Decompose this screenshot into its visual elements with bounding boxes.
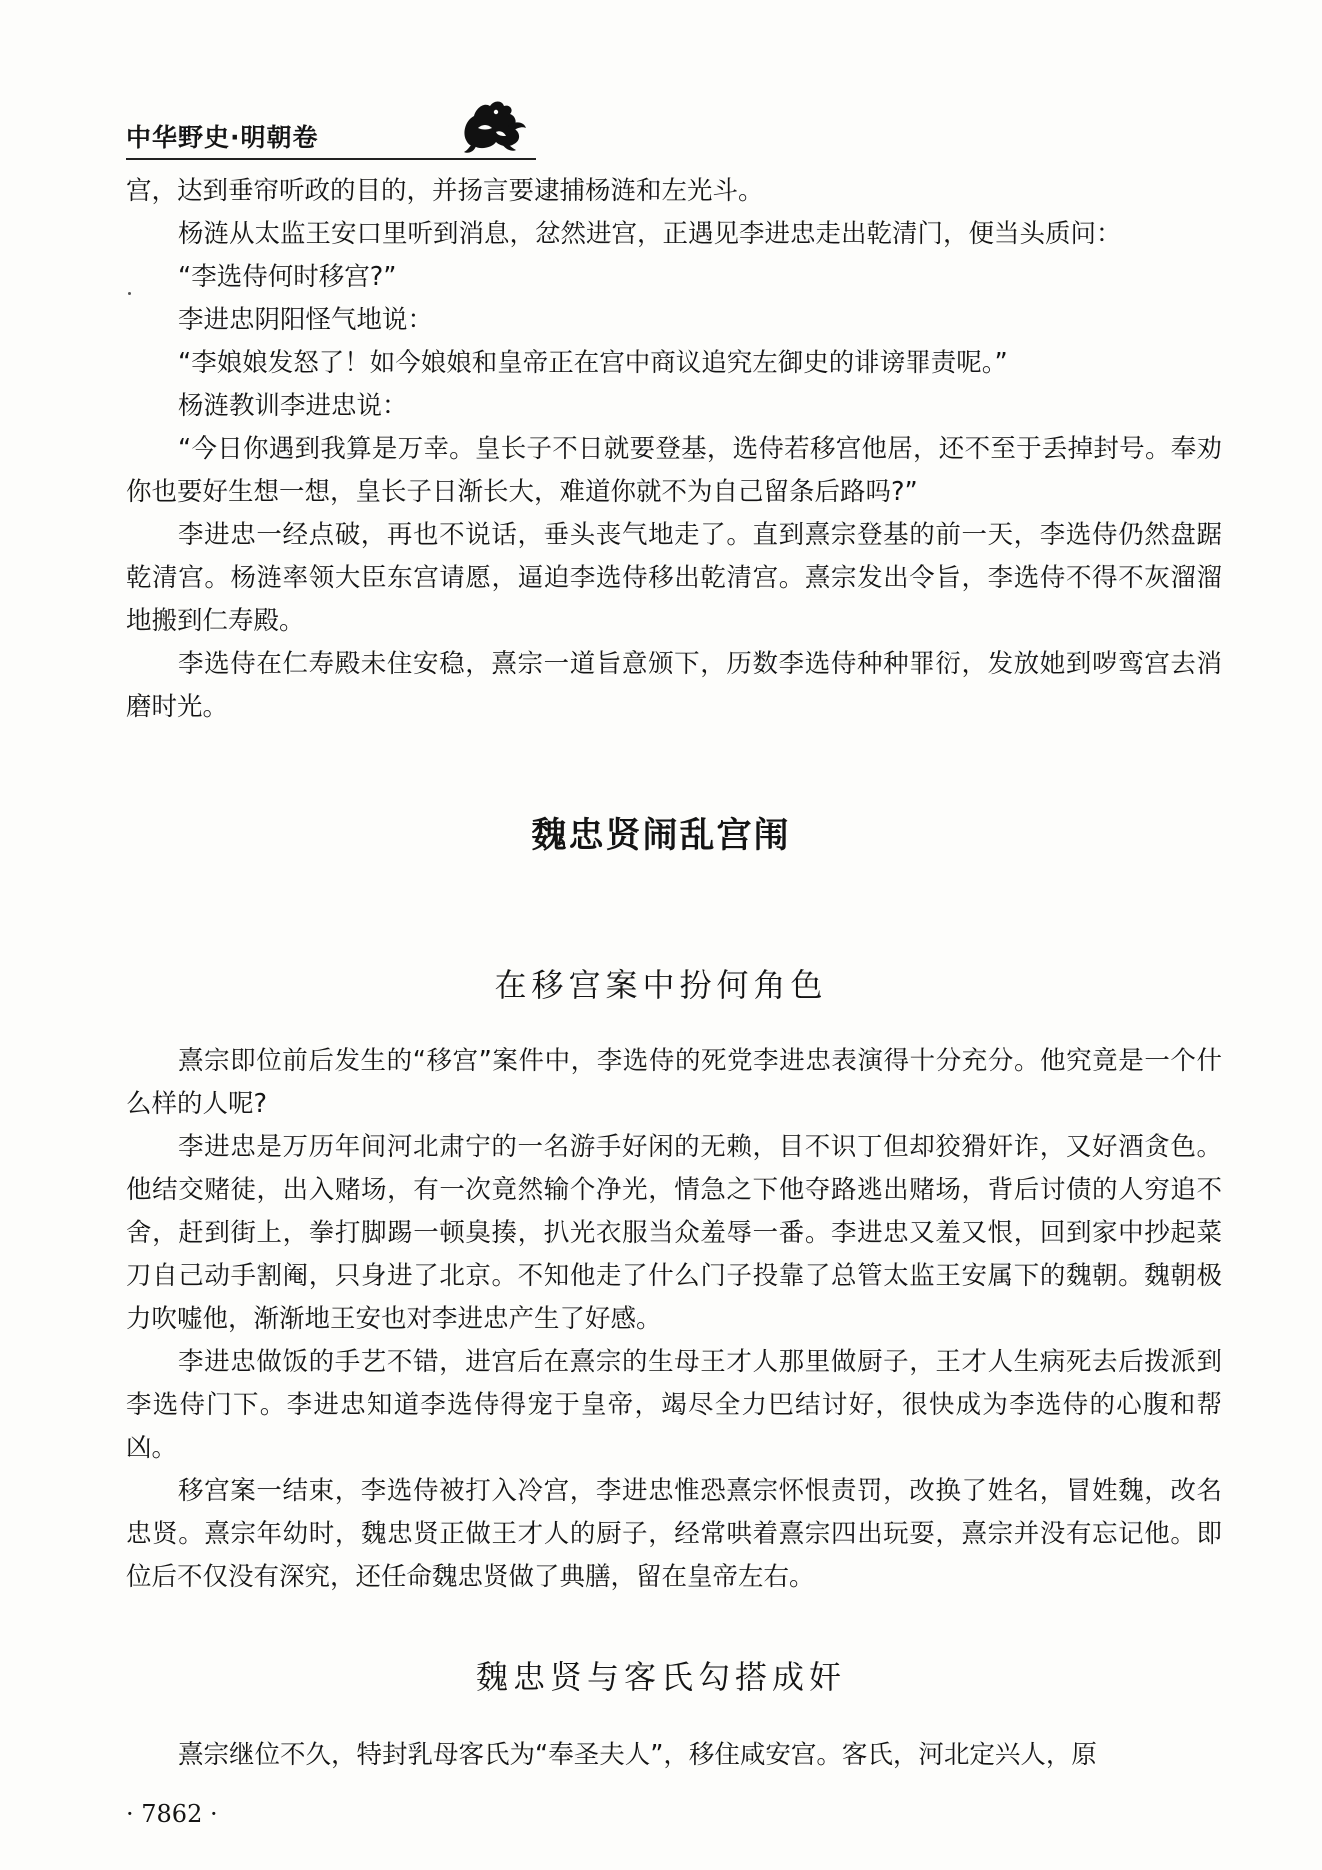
paragraph: “李娘娘发怒了！如今娘娘和皇帝正在宫中商议追究左御史的诽谤罪责呢。”	[178, 348, 1008, 378]
paragraph: “今日你遇到我算是万幸。皇长子不日就要登基，选侍若移宫他居，还不至于丢掉封号。奉劝你也要好生想一想，皇长子日渐长大，难道你就不为自己留条后路吗?”	[126, 434, 1222, 507]
paragraph: 杨涟从太监王安口里听到消息，忿然进宫，正遇见李进忠走出乾清门，便当头质问：	[178, 219, 1122, 249]
dragon-icon	[456, 96, 530, 156]
paragraph: 熹宗继位不久，特封乳母客氏为“奉圣夫人”，移住咸安宫。客氏，河北定兴人，原	[178, 1740, 1097, 1770]
book-title: 中华野史·明朝卷	[126, 123, 319, 152]
running-header	[126, 96, 536, 160]
paragraph: 李选侍在仁寿殿未住安稳，熹宗一道旨意颁下，历数李选侍种种罪衍，发放她到哕鸾宫去消磨时光。	[126, 649, 1222, 722]
section-body	[126, 1040, 1222, 1599]
paragraph: 李进忠阴阳怪气地说：	[178, 305, 434, 335]
section-body	[126, 1734, 1222, 1777]
page-number: · 7862 ·	[126, 1800, 218, 1828]
paragraph: 李进忠做饭的手艺不错，进宫后在熹宗的生母王才人那里做厨子，王才人生病死去后拨派到李选侍门下。李进忠知道李选侍得宠于皇帝，竭尽全力巴结讨好，很快成为李选侍的心腹和帮凶。	[126, 1347, 1222, 1463]
section-intro-text	[126, 170, 1222, 729]
paragraph: 李进忠一经点破，再也不说话，垂头丧气地走了。直到熹宗登基的前一天，李选侍仍然盘踞乾清宫。杨涟率领大臣东宫请愿，逼迫李选侍移出乾清宫。熹宗发出令旨，李选侍不得不灰溜溜地搬到仁寿殿。	[126, 520, 1222, 636]
section-title: 在移宫案中扮何角色	[494, 966, 828, 1004]
paragraph: 熹宗即位前后发生的“移宫”案件中，李选侍的死党李进忠表演得十分充分。他究竟是一个什么样的人呢?	[126, 1046, 1222, 1119]
paragraph: “李选侍何时移宫?”	[178, 262, 397, 292]
paragraph: 移宫案一结束，李选侍被打入冷宫，李进忠惟恐熹宗怀恨责罚，改换了姓名，冒姓魏，改名忠贤。熹宗年幼时，魏忠贤正做王才人的厨子，经常哄着熹宗四出玩耍，熹宗并没有忘记他。即位后不仅没有深究，还任命魏忠贤做了典膳，留在皇帝左右。	[126, 1476, 1222, 1592]
paragraph: 杨涟教训李进忠说：	[178, 391, 408, 421]
header-rule	[126, 158, 536, 160]
chapter-title: 魏忠贤闹乱宫闱	[531, 816, 791, 856]
paragraph: 宫，达到垂帘听政的目的，并扬言要逮捕杨涟和左光斗。	[126, 176, 764, 206]
paragraph: 李进忠是万历年间河北肃宁的一名游手好闲的无赖，目不识丁但却狡猾奸诈，又好酒贪色。他结交赌徒，出入赌场，有一次竟然输个净光，情急之下他夺路逃出赌场，背后讨债的人穷追不舍，赶到街上，拳打脚踢一顿臭揍，扒光衣服当众羞辱一番。李进忠又羞又恨，回到家中抄起菜刀自己动手割阉，只身进了北京。不知他走了什么门子投靠了总管太监王安属下的魏朝。魏朝极力吹嘘他，渐渐地王安也对李进忠产生了好感。	[126, 1132, 1222, 1334]
section-title: 魏忠贤与客氏勾搭成奸	[475, 1658, 846, 1696]
